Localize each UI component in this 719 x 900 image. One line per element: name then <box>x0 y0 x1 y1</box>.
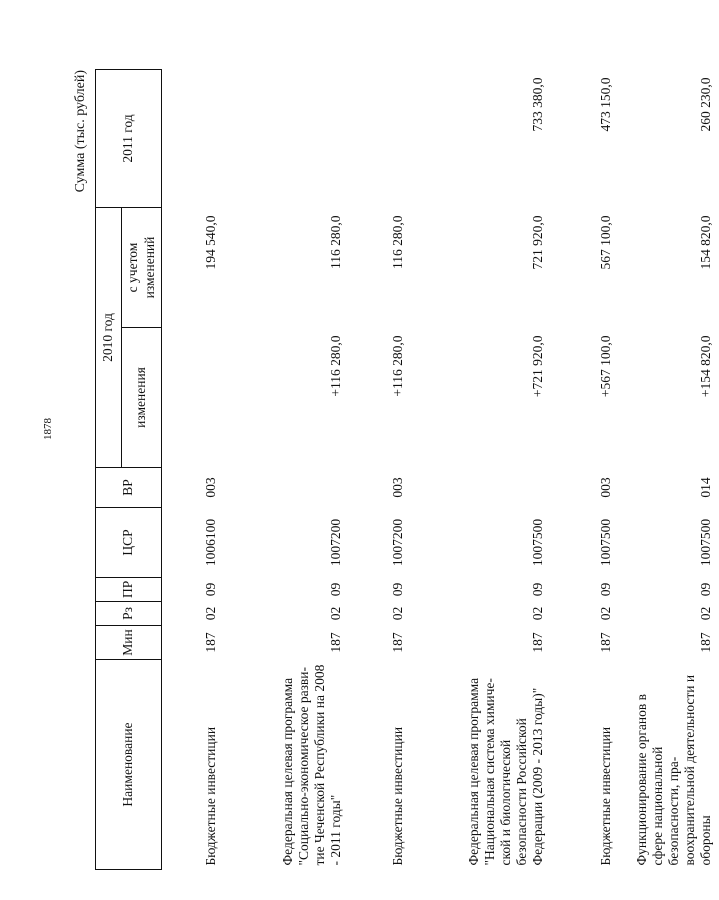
row-with-changes: 194 540,0 <box>203 215 219 270</box>
row-vr <box>411 468 551 508</box>
table-row <box>224 70 349 870</box>
row-rz: 02 <box>698 606 714 621</box>
header-with-changes: с учетом изменений <box>122 208 162 328</box>
row-min: 187 <box>598 632 614 653</box>
row-rz: 02 <box>203 606 219 621</box>
row-name: Федеральная целевая программа "Национальная система химиче-ской и биологической безопасности Российской Федерации (2009 - 2013 годы)" <box>465 677 546 866</box>
row-pr: 09 <box>203 582 219 597</box>
header-year-2011: 2011 год <box>96 70 162 208</box>
row-min: 187 <box>328 632 344 653</box>
budget-table <box>95 69 719 870</box>
row-changes: +154 820,0 <box>698 335 714 398</box>
header-csr: ЦСР <box>96 508 162 578</box>
page-number: 1878 <box>42 418 54 440</box>
row-2011 <box>349 70 411 208</box>
row-pr: 09 <box>328 582 344 597</box>
row-vr: 014 <box>698 477 714 498</box>
row-changes: +116 280,0 <box>328 335 344 397</box>
header-name: Наименование <box>96 660 162 870</box>
row-csr: 1007200 <box>328 518 344 567</box>
row-changes: +721 920,0 <box>530 335 546 398</box>
row-vr: 003 <box>598 477 614 498</box>
row-2011: 473 150,0 <box>598 77 614 132</box>
row-rz: 02 <box>598 606 614 621</box>
row-changes <box>162 328 224 468</box>
row-csr: 1006100 <box>203 518 219 567</box>
row-changes: +116 280,0 <box>390 335 406 397</box>
row-rz: 02 <box>328 606 344 621</box>
row-with-changes: 116 280,0 <box>390 215 406 269</box>
row-csr: 1007500 <box>598 518 614 567</box>
row-with-changes: 721 920,0 <box>530 215 546 270</box>
row-name: Федеральная целевая программа "Социально-экономическое разви-тие Чеченской Республики на 2008 - 2011 годы" <box>279 664 344 866</box>
row-vr: 003 <box>203 477 219 498</box>
row-min: 187 <box>530 632 546 653</box>
row-csr: 1007500 <box>530 518 546 567</box>
table-row <box>349 70 411 870</box>
row-name: Бюджетные инвестиции <box>598 726 614 866</box>
row-2011 <box>162 70 224 208</box>
rotated-document <box>73 70 714 870</box>
row-pr: 09 <box>530 582 546 597</box>
row-pr: 09 <box>698 582 714 597</box>
row-pr: 09 <box>390 582 406 597</box>
header-rz: Рз <box>96 602 162 626</box>
row-min: 187 <box>203 632 219 653</box>
row-with-changes: 154 820,0 <box>698 215 714 270</box>
row-pr: 09 <box>598 582 614 597</box>
table-row <box>411 70 551 870</box>
unit-note: Сумма (тыс. рублей) <box>73 70 88 193</box>
row-2011 <box>224 70 349 208</box>
table-row <box>162 70 224 870</box>
row-2011: 733 380,0 <box>530 77 546 132</box>
table-body <box>162 70 719 870</box>
row-min: 187 <box>390 632 406 653</box>
table-header <box>96 70 162 870</box>
table-row <box>619 70 719 870</box>
row-min: 187 <box>698 632 714 653</box>
table-row <box>551 70 619 870</box>
row-csr: 1007500 <box>698 518 714 567</box>
header-changes: изменения <box>122 328 162 468</box>
row-rz: 02 <box>530 606 546 621</box>
header-year-2010: 2010 год <box>96 208 122 468</box>
row-with-changes: 567 100,0 <box>598 215 614 270</box>
header-min: Мин <box>96 626 162 660</box>
header-vr: ВР <box>96 468 162 508</box>
row-vr: 003 <box>390 477 406 498</box>
row-2011: 260 230,0 <box>698 77 714 132</box>
header-pr: ПР <box>96 578 162 602</box>
row-rz: 02 <box>390 606 406 621</box>
row-changes: +567 100,0 <box>598 335 614 398</box>
row-with-changes: 116 280,0 <box>328 215 344 269</box>
row-vr <box>224 468 349 508</box>
row-name: Функционирование органов в сфере национальной безопасности, пра-воохранительной деятельности и обороны <box>633 674 714 866</box>
row-name: Бюджетные инвестиции <box>203 726 219 866</box>
row-name: Бюджетные инвестиции <box>390 726 406 866</box>
row-csr: 1007200 <box>390 518 406 567</box>
